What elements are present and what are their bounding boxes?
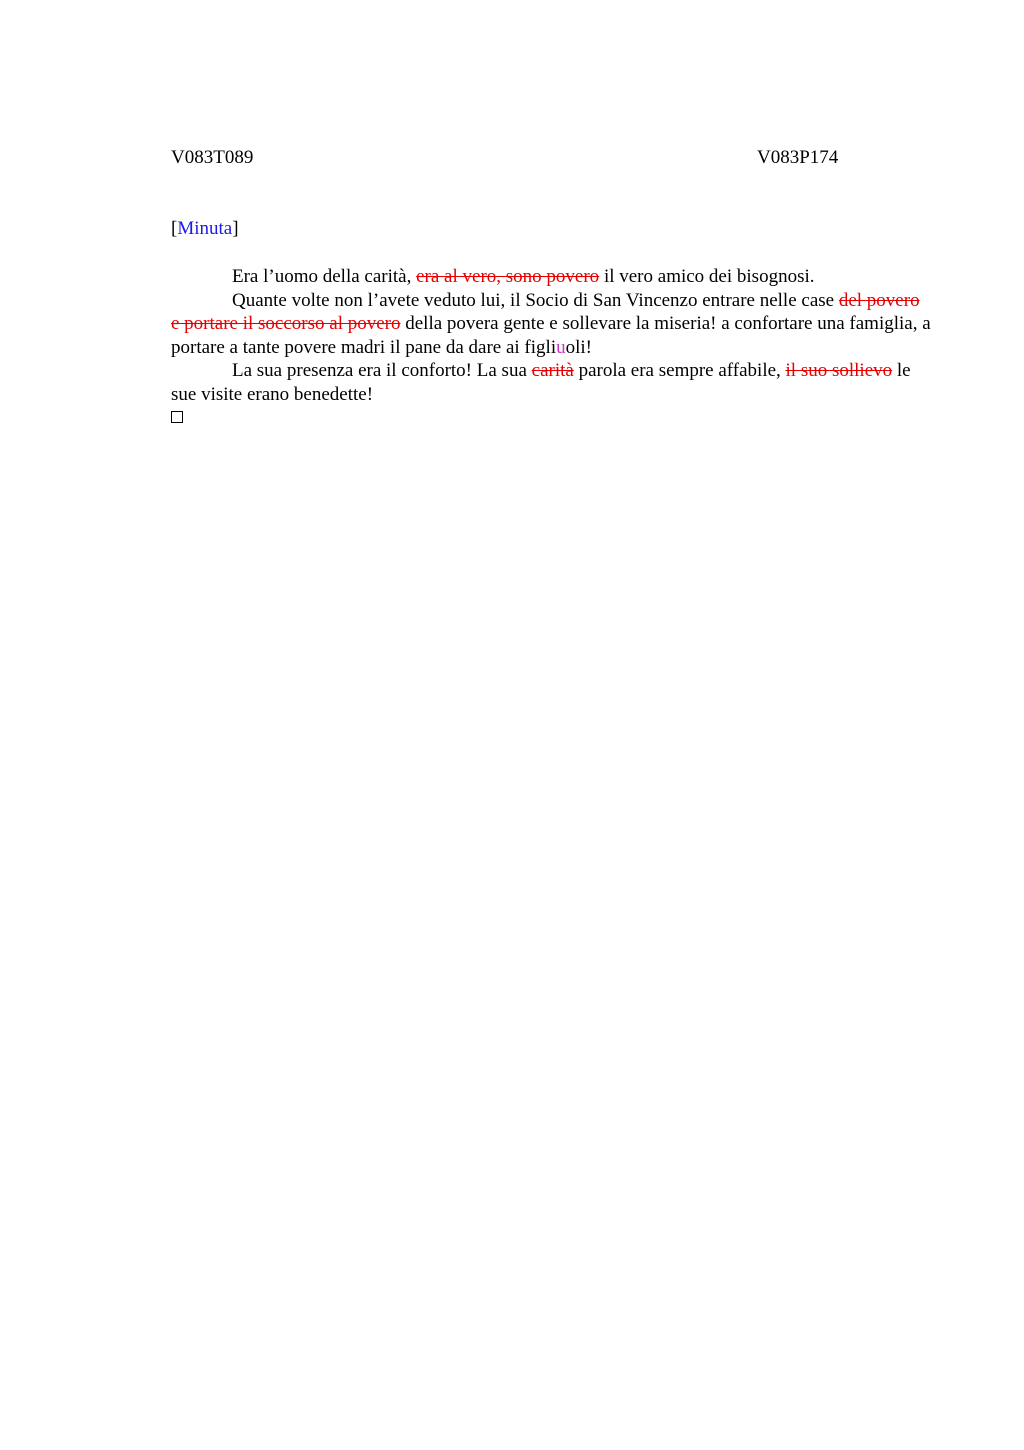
paragraph-3 — [171, 359, 931, 406]
end-of-document-marker — [171, 406, 931, 430]
deleted-text: era al vero, sono povero — [416, 266, 600, 287]
text-segment: Era l’uomo della carità, — [232, 266, 417, 287]
text-segment: le sue visite erano benedette! — [171, 360, 911, 405]
inserted-letter: u — [556, 336, 566, 358]
deleted-text: carità — [531, 360, 574, 381]
square-icon — [171, 411, 183, 423]
document-code: V083T089 — [171, 147, 254, 168]
page-code: V083P174 — [757, 147, 839, 168]
text-segment: il vero amico dei bisognosi. — [599, 266, 815, 287]
deleted-text: del povero e portare il soccorso al povero — [171, 289, 920, 334]
text-segment: parola era sempre affabile, — [573, 360, 786, 381]
deleted-text: il suo sollievo — [785, 360, 893, 381]
open-bracket: [ — [171, 218, 178, 239]
section-label — [171, 217, 239, 241]
paragraph-2 — [171, 289, 931, 360]
paragraph-1 — [171, 265, 931, 289]
text-segment: La sua presenza era il conforto! La sua — [232, 360, 532, 381]
document-body — [171, 265, 931, 430]
text-segment: Quante volte non l’avete veduto lui, il Socio di San Vincenzo entrare nelle case — [232, 289, 839, 311]
close-bracket: ] — [232, 218, 239, 239]
minuta-label: Minuta — [177, 218, 233, 239]
text-segment: oli! — [565, 336, 592, 358]
text-segment: della povera gente e sollevare la miseria! a confortare una famiglia, a portare a tante povere madri il pane da dare ai figli — [171, 313, 931, 358]
